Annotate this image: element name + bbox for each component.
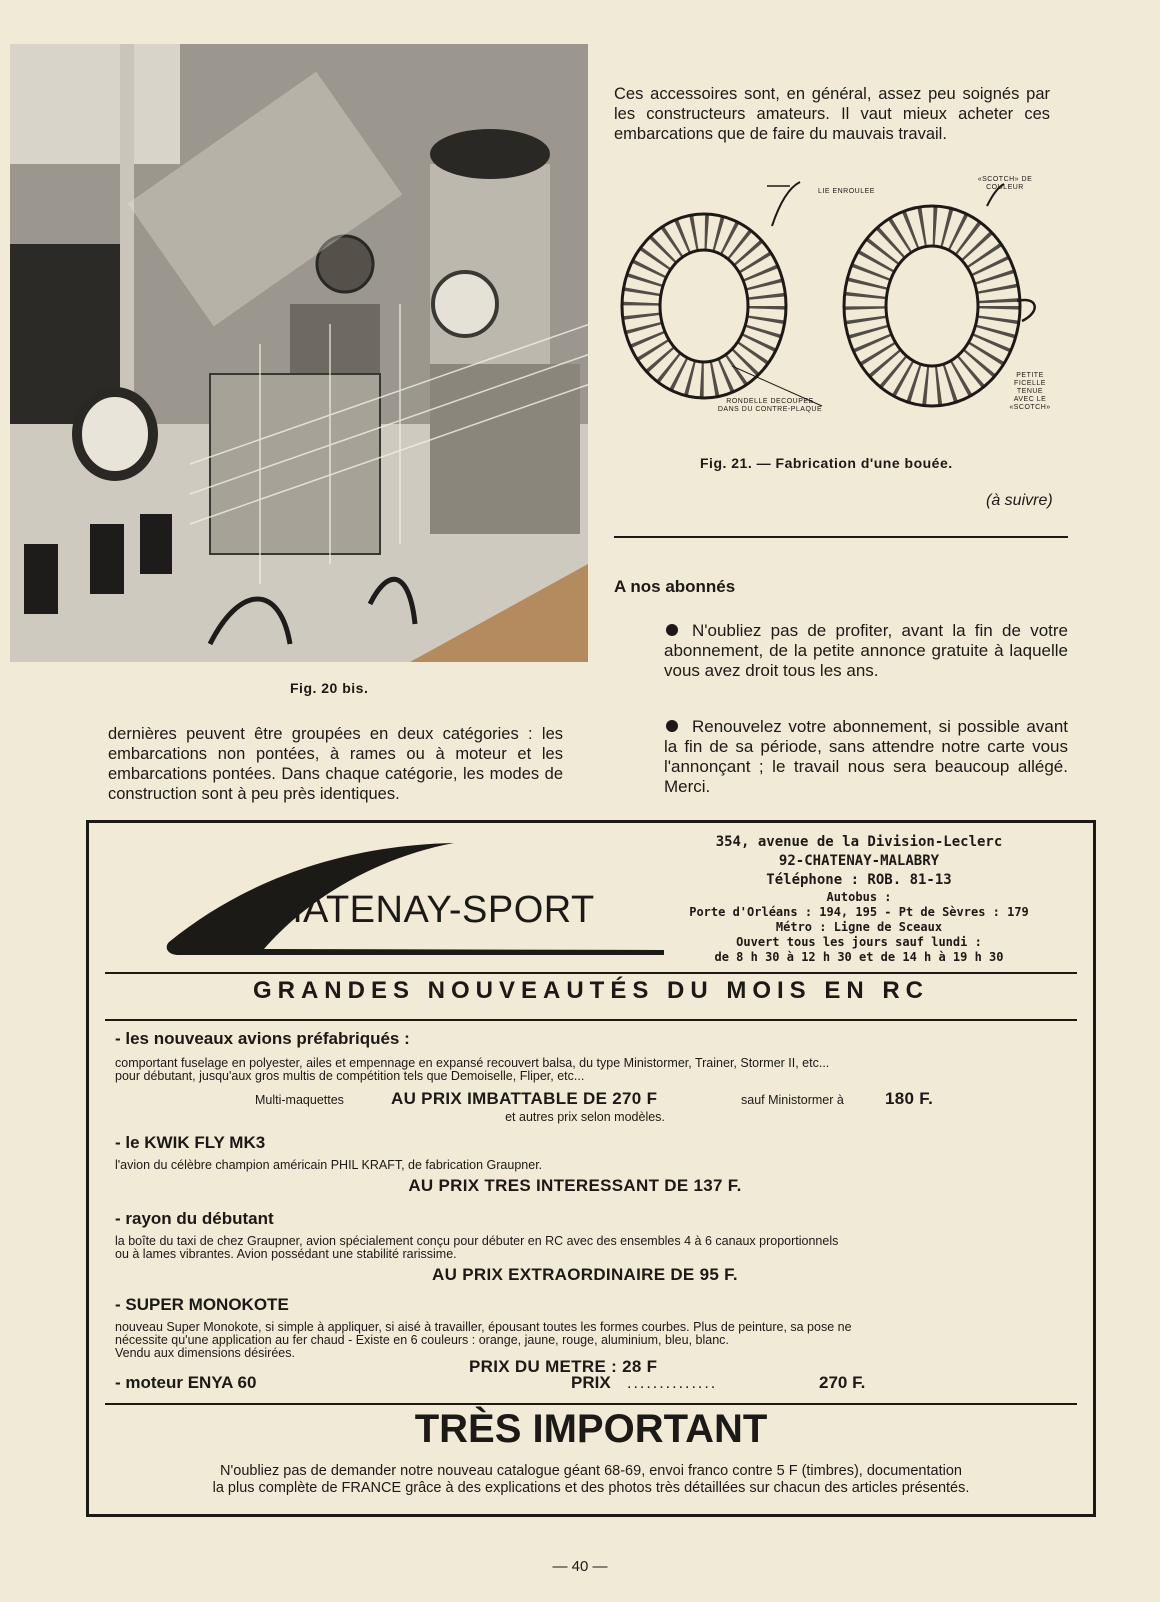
transport-line: Autobus : bbox=[826, 890, 892, 904]
label-rondelle-1: RONDELLE DECOUPEE bbox=[726, 398, 814, 405]
section-kwik-fly: - le KWIK FLY MK3 l'avion du célèbre champion américain PHIL KRAFT, de fabrication Graupner. AU PRIX TRES INTERESSANT DE 137 F. bbox=[115, 1133, 742, 1195]
section-avions: - les nouveaux avions préfabriqués : comportant fuselage en polyester, ailes et empennage en expansé recouvert balsa, du type Ministormer, Trainer, Stormer II, etc... pour débutant, jusqu'aux gros multis de compétition tels que Demoiselle, Fliper, etc... Multi-maquettes AU PRIX IMBATTABLE DE 270 F sauf Ministormer à 180 F. et autres prix selon modèles. bbox=[115, 1029, 934, 1124]
chatenay-sport-ad bbox=[86, 820, 1096, 1517]
section-debutant: - rayon du débutant la boîte du taxi de chez Graupner, avion spécialement conçu pour débuter en RC avec des ensembles 4 à 6 canaux proportionnels ou à lames vibrantes. Avion possédant une stabilité rarissime. AU PRIX EXTRAORDINAIRE DE 95 F. bbox=[115, 1209, 839, 1284]
banner: GRANDES NOUVEAUTÉS DU MOIS EN RC bbox=[252, 977, 930, 1004]
address-line: 354, avenue de la Division-Leclerc bbox=[715, 834, 1003, 850]
section-monokote: - SUPER MONOKOTE nouveau Super Monokote, si simple à appliquer, si aisé à travailler, épousant toutes les formes courbes. Plus de peinture, sa pose ne nécessite qu'une application au fer chaud - Existe en 6 couleurs : orange, jaune, rouge, aluminium, bleu, blanc. Vendu aux dimensions désirées. PRIX DU METRE : 28 F bbox=[115, 1295, 852, 1376]
ship-photo bbox=[10, 44, 588, 662]
intro-paragraph: Ces accessoires sont, en général, assez peu soignés par les constructeurs amateurs. Il vaut mieux acheter ces embarcations que de faire du mauvais travail. bbox=[614, 85, 1050, 143]
brand-name: HATENAY-SPORT bbox=[275, 889, 595, 931]
a-suivre: (à suivre) bbox=[986, 492, 1053, 509]
photo-caption: Fig. 20 bis. bbox=[290, 680, 369, 696]
left-paragraph: dernières peuvent être groupées en deux catégories : les embarcations non pontées, à rames ou à moteur et les embarcations pontées. Dans chaque catégorie, les modes de construction sont à peu près identiques. bbox=[108, 725, 563, 803]
transport-line: de 8 h 30 à 12 h 30 et de 14 h à 19 h 30 bbox=[714, 950, 1004, 964]
label-scotch: «SCOTCH» DE COULEUR bbox=[977, 176, 1033, 191]
important-title: TRÈS IMPORTANT bbox=[414, 1407, 768, 1451]
label-ficelle: PETITE FICELLE TENUE AVEC LE «SCOTCH» bbox=[1009, 372, 1051, 411]
abonnes-p1: N'oubliez pas de profiter, avant la fin de votre abonnement, de la petite annonce gratuite à laquelle vous avez droit tous les ans. bbox=[664, 621, 1068, 680]
important-text: N'oubliez pas de demander notre nouveau catalogue géant 68-69, envoi franco contre 5 F (timbres), documentation la plus complète de FRANCE grâce à des explications et des photos très détaillées sur chacun des articles présentés. bbox=[212, 1463, 970, 1496]
address-line: 92-CHATENAY-MALABRY bbox=[778, 853, 940, 869]
address-line: Téléphone : ROB. 81-13 bbox=[766, 872, 952, 888]
label-rondelle-2: DANS DU CONTRE-PLAQUE bbox=[717, 406, 823, 413]
column-divider bbox=[614, 536, 1068, 538]
transport-line: Métro : Ligne de Sceaux bbox=[775, 920, 943, 934]
page-number: — 40 — bbox=[552, 1558, 608, 1575]
buoy-diagram bbox=[612, 176, 1062, 426]
abonnes-p2: Renouvelez votre abonnement, si possible avant la fin de sa période, sans attendre notre carte vous l'annonçant ; le travail nous sera beaucoup allégé. Merci. bbox=[664, 717, 1068, 796]
transport-line: Ouvert tous les jours sauf lundi : bbox=[736, 935, 982, 949]
figure21-caption: Fig. 21. — Fabrication d'une bouée. bbox=[700, 455, 953, 471]
transport-line: Porte d'Orléans : 194, 195 - Pt de Sèvres : 179 bbox=[689, 905, 1029, 919]
address-block bbox=[679, 833, 1039, 965]
buoy-illustration bbox=[612, 176, 1062, 426]
section-enya: - moteur ENYA 60 PRIX .............. 270 F. bbox=[115, 1373, 866, 1392]
label-lie: LIE ENROULEE bbox=[818, 188, 875, 195]
abonnes-title: A nos abonnés bbox=[614, 577, 736, 596]
